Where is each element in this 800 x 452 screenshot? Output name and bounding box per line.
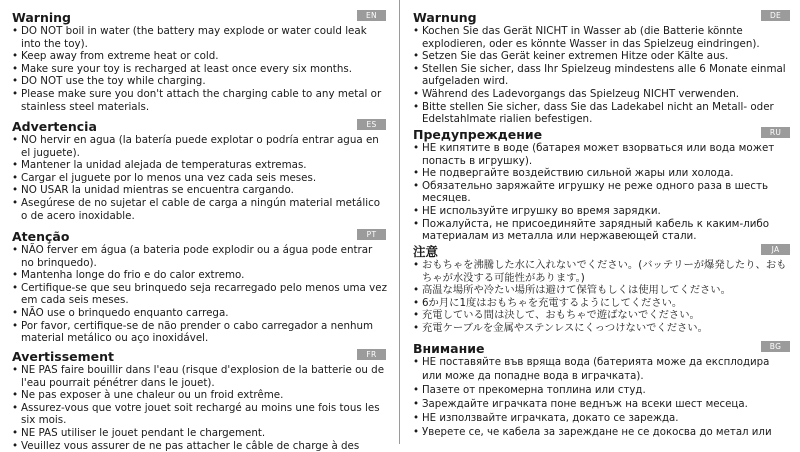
warning-list — [413, 259, 790, 335]
list-item: • НЕ поставяйте във вряща вода (батерията може да експлодира или може да попадне вода в играчката). — [413, 357, 770, 382]
list-item: • Keep away from extreme heat or cold. — [12, 50, 219, 63]
section-title: Avertissement — [12, 349, 115, 364]
warning-section-de — [413, 7, 790, 126]
list-item: • Por favor, certifique-se de não prender o cabo carregador a nenhum material metálico ou aço inoxidável. — [12, 319, 374, 345]
list-item: • Kochen Sie das Gerät NICHT in Wasser ab (die Batterie könnte explodieren, oder es könnte Wasser in das Spielzeug eindringen). — [413, 25, 760, 50]
section-title: 注意 — [413, 244, 439, 259]
warning-section-ja — [413, 241, 790, 335]
section-header — [413, 124, 790, 142]
list-item: • Пазете от прекомерна топлина или студ. — [413, 385, 646, 396]
warning-list — [12, 25, 388, 113]
warning-section-bg — [413, 338, 790, 440]
list-item: • Mantener la unidad alejada de temperaturas extremas. — [12, 159, 307, 172]
warning-list — [12, 244, 388, 345]
list-item: • НЕ използвайте играчката, докато се зарежда. — [413, 413, 679, 424]
list-item: • NE PAS utiliser le jouet pendant le chargement. — [12, 426, 266, 439]
list-item: • NE PAS faire bouillir dans l'eau (risque d'explosion de la batterie ou de l'eau pourrait pénétrer dans le jouet). — [12, 364, 385, 389]
list-item: • Уверете се, че кабела за зареждане не се докосва до метал или — [413, 427, 772, 438]
list-item: • Не подвергайте воздействию сильной жары или холода. — [413, 167, 734, 180]
list-item: • 充電ケーブルを金属やステンレスにくっつけないでください。 — [413, 321, 708, 334]
warning-list — [413, 356, 790, 440]
section-title: Advertencia — [12, 119, 97, 134]
language-badge: JA — [761, 244, 790, 255]
list-item: • NO USAR la unidad mientras se encuentra cargando. — [12, 184, 294, 197]
list-item: • Пожалуйста, не присоединяйте зарядный кабель к каким-либо материалам из металла или нержавеющей стали. — [413, 217, 770, 243]
section-header — [12, 226, 388, 244]
list-item: • Зареждайте играчката поне веднъж на всеки шест месеца. — [413, 399, 748, 410]
list-item: • Ne pas exposer à une chaleur ou un froid extrême. — [12, 389, 284, 402]
warning-section-es — [12, 116, 388, 222]
language-badge: EN — [357, 10, 386, 21]
list-item: • Certifique-se que seu brinquedo seja recarregado pelo menos uma vez em cada seis meses. — [12, 281, 387, 307]
section-title: Warnung — [413, 10, 477, 25]
warning-section-en — [12, 7, 388, 113]
section-header — [12, 7, 388, 25]
section-header — [413, 7, 790, 25]
warning-list — [12, 364, 388, 452]
list-item: • Asegúrese de no sujetar el cable de carga a ningún material metálico o de acero inoxidable. — [12, 196, 381, 222]
section-header — [413, 241, 790, 259]
list-item: • Während des Ladevorgangs das Spielzeug NICHT verwenden. — [413, 87, 739, 100]
list-item: • DO NOT use the toy while charging. — [12, 75, 206, 88]
warning-list — [413, 25, 790, 126]
list-item: • НЕ кипятите в воде (батарея может взорваться или вода может попасть в игрушку). — [413, 142, 775, 167]
section-title: Warning — [12, 10, 71, 25]
list-item: • НЕ используйте игрушку во время зарядки. — [413, 204, 661, 217]
section-title: Внимание — [413, 341, 485, 356]
list-item: • NO hervir en agua (la batería puede explotar o podría entrar agua en el juguete). — [12, 134, 379, 159]
list-item: • Make sure your toy is recharged at least once every six months. — [12, 62, 353, 75]
list-item: • Cargar el juguete por lo menos una vez cada seis meses. — [12, 171, 317, 184]
section-header — [12, 116, 388, 134]
language-badge: RU — [761, 127, 790, 138]
language-badge: FR — [357, 349, 386, 360]
section-title: Atenção — [12, 229, 70, 244]
list-item: • Bitte stellen Sie sicher, dass Sie das Ladekabel nicht an Metall- oder Edelstahlmate rialien befestigen. — [413, 100, 774, 126]
list-item: • NÃO use o brinquedo enquanto carrega. — [12, 306, 229, 319]
language-badge: BG — [761, 341, 790, 352]
language-badge: PT — [357, 229, 386, 240]
list-item: • Please make sure you don't attach the charging cable to any metal or stainless steel materials. — [12, 87, 382, 113]
list-item: • Mantenha longe do frio e do calor extremo. — [12, 269, 245, 282]
language-badge: ES — [357, 119, 386, 130]
list-item: • 充電している間は決して、おもちゃで遊ばないでください。 — [413, 309, 700, 322]
warning-list — [413, 142, 790, 243]
warning-section-ru — [413, 124, 790, 243]
list-item: • おもちゃを沸騰した水に入れないでください。(バッテリーが爆発したり、おもちゃが水没する可能性があります。) — [413, 259, 787, 284]
section-title: Предупреждение — [413, 127, 543, 142]
list-item: • NÃO ferver em água (a bateria pode explodir ou a água pode entrar no brinquedo). — [12, 244, 373, 269]
column-divider — [399, 0, 400, 444]
list-item: • Stellen Sie sicher, dass Ihr Spielzeug mindestens alle 6 Monate einmal aufgeladen wird. — [413, 62, 786, 88]
section-header — [12, 346, 388, 364]
list-item: • Обязательно заряжайте игрушку не реже одного раза в шесть месяцев. — [413, 179, 769, 205]
language-badge: DE — [761, 10, 790, 21]
section-header — [413, 338, 790, 356]
list-item: • Setzen Sie das Gerät keiner extremen Hitze oder Kälte aus. — [413, 50, 729, 63]
list-item: • Assurez-vous que votre jouet soit rechargé au moins une fois tous les six mois. — [12, 401, 380, 427]
list-item: • Veuillez vous assurer de ne pas attacher le câble de charge à des — [12, 439, 360, 452]
warning-section-pt — [12, 226, 388, 345]
warning-section-fr — [12, 346, 388, 452]
warning-list — [12, 134, 388, 222]
list-item: • DO NOT boil in water (the battery may explode or water could leak into the toy). — [12, 25, 367, 50]
list-item: • 高温な場所や冷たい場所は避けて保管もしくは使用してください。 — [413, 284, 731, 297]
list-item: • 6か月に1度はおもちゃを充電するようにしてください。 — [413, 296, 683, 309]
